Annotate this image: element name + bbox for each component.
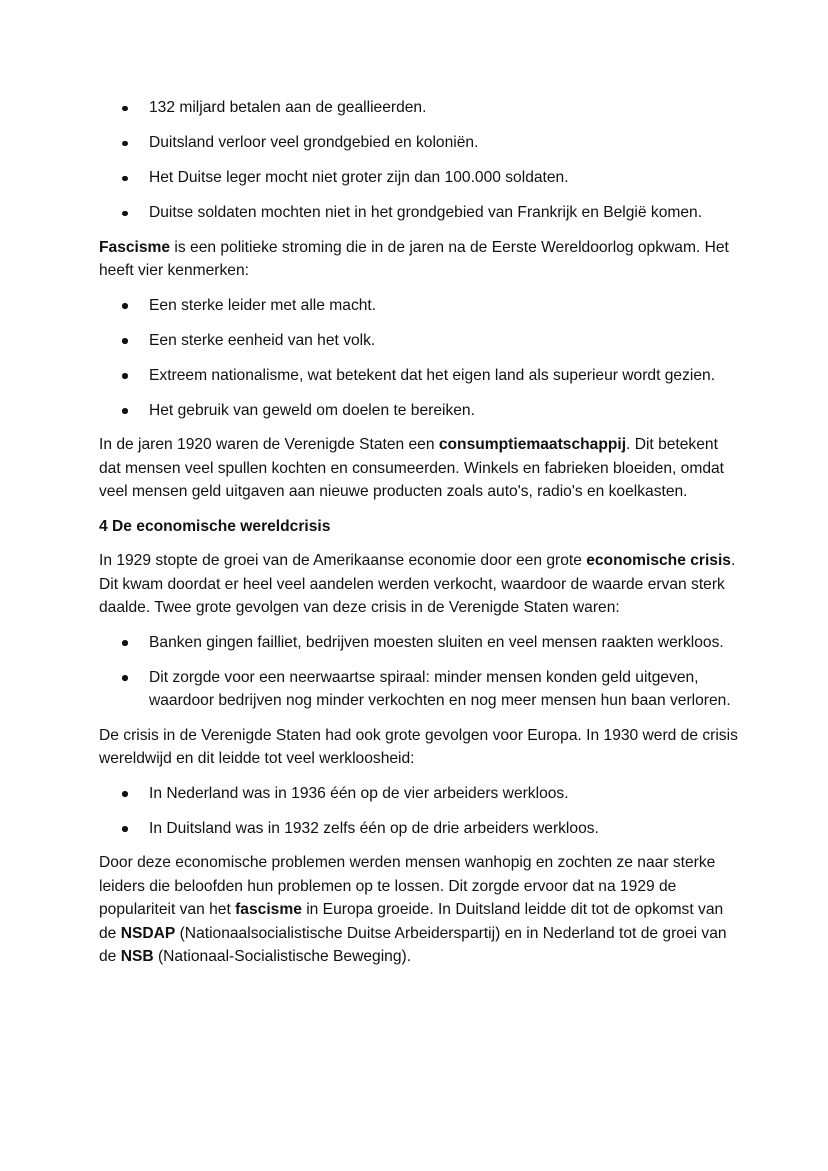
list-item-text: In Nederland was in 1936 één op de vier arbeiders werkloos.: [149, 784, 569, 802]
list-item: [99, 294, 739, 318]
paragraph-text: in Europa groeide. In Duitsland leidde dit tot de opkomst van de: [99, 901, 724, 942]
paragraph-text: Door deze economische problemen werden mensen wanhopig en zochten ze naar sterke leiders die beloofden hun problemen op te lossen. Dit zorgde ervoor dat na 1929 de populariteit van het: [99, 854, 716, 918]
list-item-text: Het Duitse leger mocht niet groter zijn dan 100.000 soldaten.: [149, 169, 569, 186]
list-item: [99, 817, 739, 841]
bullet-icon: [122, 211, 128, 217]
document-page: [99, 96, 739, 980]
list-item-text: Dit zorgde voor een neerwaartse spiraal: minder mensen konden geld uitgeven, waardoor bedrijven nog minder verkochten en nog meer mensen hun baan verloren.: [149, 668, 731, 709]
paragraph-text: is een politieke stroming die in de jaren na de Eerste Wereldoorlog opkwam. Het heeft vier kenmerken:: [99, 238, 729, 279]
bullet-icon: [122, 826, 128, 832]
paragraph-text: . Dit kwam doordat er heel veel aandelen werden verkocht, waardoor de waarde ervan sterk daalde. Twee grote gevolgen van deze crisis in de Verenigde Staten waren:: [99, 552, 736, 616]
term-fascisme: Fascisme: [99, 238, 171, 256]
bullet-icon: [122, 303, 128, 309]
term-fascisme: fascisme: [235, 901, 302, 918]
list-item-text: In Duitsland was in 1932 zelfs één op de drie arbeiders werkloos.: [149, 819, 599, 837]
bullet-icon: [122, 640, 128, 646]
list-item: [99, 364, 739, 388]
slot-paragraph: [99, 851, 739, 969]
list-item-text: Een sterke eenheid van het volk.: [149, 331, 376, 349]
bullet-icon: [122, 141, 128, 147]
paragraph-text: . Dit betekent dat mensen veel spullen kochten en consumeerden. Winkels en fabrieken bloeiden, omdat veel mensen geld uitgaven aan nieuwe producten zoals auto's, radio's en koelkasten.: [99, 436, 724, 500]
list-item: [99, 131, 739, 155]
term-economische-crisis: economische crisis: [586, 552, 731, 569]
bullet-icon: [122, 675, 128, 681]
paragraph-text: (Nationaal-Socialistische Beweging).: [153, 948, 412, 965]
werkloosheid-list: [99, 782, 739, 841]
fascisme-paragraph: [99, 236, 739, 283]
paragraph-text: In de jaren 1920 waren de Verenigde Staten een: [99, 436, 439, 453]
list-item: [99, 96, 739, 120]
section-heading: 4 De economische wereldcrisis: [99, 517, 331, 535]
list-item-text: 132 miljard betalen aan de geallieerden.: [149, 99, 427, 116]
consumptie-paragraph: [99, 433, 739, 504]
list-item: [99, 329, 739, 353]
bullet-icon: [122, 338, 128, 344]
fascisme-kenmerken-list: [99, 294, 739, 423]
list-item: [99, 166, 739, 190]
term-consumptiemaatschappij: consumptiemaatschappij: [438, 436, 627, 453]
bullet-icon: [122, 373, 128, 379]
bullet-icon: [122, 791, 128, 797]
list-item: [99, 782, 739, 806]
list-item-text: Een sterke leider met alle macht.: [149, 296, 377, 314]
list-item: [99, 399, 739, 423]
paragraph-text: (Nationaalsocialistische Duitse Arbeiderspartij) en in Nederland tot de groei van de: [99, 924, 727, 965]
list-item: [99, 666, 739, 713]
list-item-text: Extreem nationalisme, wat betekent dat het eigen land als superieur wordt gezien.: [149, 366, 716, 384]
bullet-icon: [122, 176, 128, 182]
paragraph-text: In 1929 stopte de groei van de Amerikaanse economie door een grote: [99, 552, 587, 569]
term-nsb: NSB: [120, 948, 154, 965]
list-item: [99, 631, 739, 655]
bullet-icon: [122, 106, 128, 112]
list-item-text: Duitse soldaten mochten niet in het grondgebied van Frankrijk en België komen.: [149, 204, 703, 221]
versailles-list: [99, 96, 739, 225]
list-item: [99, 201, 739, 225]
list-item-text: Het gebruik van geweld om doelen te bereiken.: [149, 401, 475, 419]
term-nsdap: NSDAP: [120, 924, 176, 942]
crisis-paragraph: [99, 549, 739, 620]
crisis-gevolgen-list: [99, 631, 739, 713]
list-item-text: Duitsland verloor veel grondgebied en koloniën.: [149, 134, 479, 151]
europa-paragraph: De crisis in de Verenigde Staten had ook grote gevolgen voor Europa. In 1930 werd de crisis wereldwijd en dit leidde tot veel werkloosheid:: [99, 726, 738, 767]
list-item-text: Banken gingen failliet, bedrijven moesten sluiten en veel mensen raakten werkloos.: [149, 633, 724, 651]
bullet-icon: [122, 408, 128, 414]
